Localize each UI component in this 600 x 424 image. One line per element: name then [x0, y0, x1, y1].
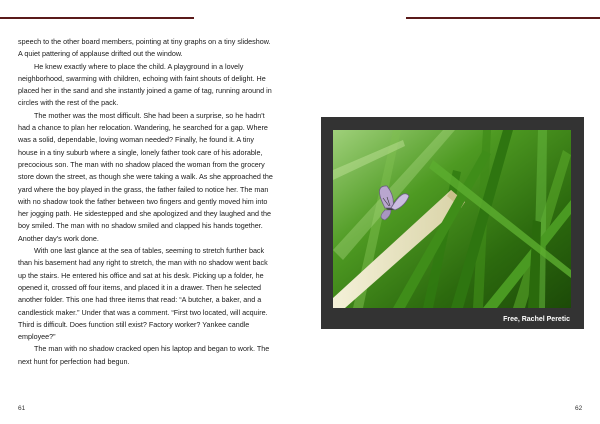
paragraph: speech to the other board members, pointing at tiny graphs on a tiny slideshow. A quiet pattering of applause drifted out the window.: [18, 37, 271, 59]
paragraph: With one last glance at the sea of tables, seeming to stretch further back than his basement had any right to stretch, the man with no shadow went back up the stairs. He entered his office and sat at his desk. Picking up a folder, he opened it, crossed off four items, and placed it in a drawer. Then he selected another folder. This one had three items that read: “A butcher, a baker, and a candlestick maker.” Under that was a comment. “First two located, will acquire. Third is difficult. Does function still exist? Factory worker? Yankee candle employee?”: [18, 246, 268, 342]
header-rule-right: [406, 17, 600, 19]
photo-frame: [321, 117, 584, 329]
story-text: [18, 36, 275, 368]
paragraph: The man with no shadow cracked open his laptop and began to work. The next hunt for perfection had begun.: [18, 344, 270, 366]
paragraph: He knew exactly where to place the child. A playground in a lovely neighborhood, swarming with children, echoing with faint shouts of delight. He placed her in the sand and she instantly joined a game of tag, running around in circles with the rest of the pack.: [18, 61, 272, 108]
butterfly-on-grass-image: [333, 130, 571, 308]
butterfly-photo: [333, 130, 571, 308]
page-number-right: 62: [575, 405, 583, 412]
header-rule-left: [0, 17, 194, 19]
page-number-left: 61: [18, 405, 26, 412]
photo-credit: Free, Rachel Peretic: [503, 316, 570, 323]
paragraph: The mother was the most difficult. She had been a surprise, so he hadn't had a chance to plan her relocation. Wandering, he searched for a gap. Where was a solid, dependable, loving woman needed? Finally, he found it. A tiny house in a tiny suburb where a single, lonely father took care of his adorable, precocious son. The man with no shadow placed the woman from the grocery store down the street, as though she were taking a walk. As she approached the yard where the boy played in the grass, the father failed to notice her. The man with no shadow took the father between two fingers and gently moved him into her jogging path. He sidestepped and she apologized and they laughed and the boy smiled. The man with no shadow smiled and clapped his hands together. Another day's work done.: [18, 110, 273, 243]
